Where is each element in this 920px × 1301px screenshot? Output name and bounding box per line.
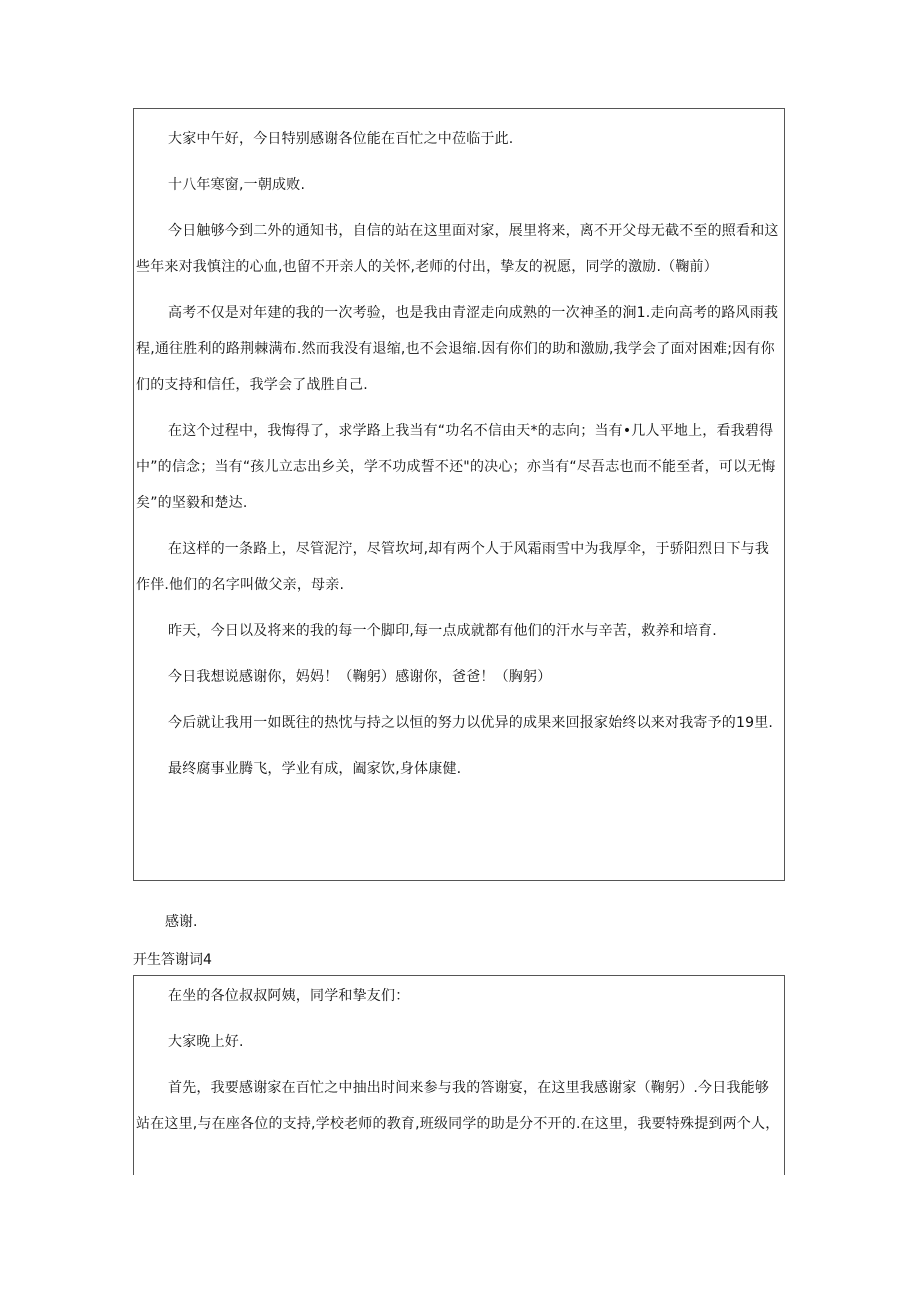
- paragraph: 今后就让我用一如既往的热忱与持之以恒的努力以优异的成果来回报家始终以来对我寄予的19里.: [168, 715, 774, 731]
- paragraph: 昨天，今日以及将来的我的每一个脚印,每一点成就都有他们的汗水与辛苦，救养和培育.: [168, 623, 717, 639]
- thanks-line: 感谢.: [165, 914, 198, 930]
- paragraph: 在这样的一条路上，尽管泥泞，尽管坎坷,却有两个人于风霜雨雪中为我厚伞，于骄阳烈日下与我作伴.他们的名字叫做父亲，母亲.: [136, 541, 770, 593]
- paragraph: 最终腐事业腾飞，学业有成，阖家饮,身体康健.: [168, 761, 462, 777]
- paragraph: 在坐的各位叔叔阿姨，同学和挚友们：: [168, 988, 410, 1004]
- speech-body-1: [134, 109, 784, 787]
- paragraph: 高考不仅是对年建的我的一次考验，也是我由青涩走向成熟的一次神圣的涧1.走向高考的路风雨莪程,通往胜利的路荆棘满布.然而我没有退缩,也不会退缩.因有你们的助和激励,我学会了面对困难;因有你们的支持和信任，我学会了战胜自己.: [136, 305, 779, 393]
- paragraph: 大家中午好，今日特别感谢各位能在百忙之中莅临于此.: [168, 131, 514, 147]
- section-heading: 开生答谢词4: [133, 952, 212, 968]
- paragraph: 在这个过程中，我悔得了，求学路上我当有“功名不信由天*的志向；当有•几人平地上，看我碧得中”的信念；当有“孩儿立志出乡关，学不功成誓不还"的决心；亦当有“尽吾志也而不能至者，可以无悔矣”的坚毅和楚达.: [136, 423, 776, 511]
- paragraph: 今日我想说感谢你，妈妈！（鞠躬）感谢你，爸爸！（胸躬）: [168, 669, 552, 685]
- paragraph: 十八年寒窗,一朝成败.: [168, 177, 306, 193]
- speech-body-2: [134, 976, 784, 1142]
- paragraph: 首先，我要感谢家在百忙之中抽出时间来参与我的答谢宴，在这里我感谢家（鞠躬）.今日我能够站在这里,与在座各位的支持,学校老师的教育,班级同学的助是分不开的.在这里，我要特殊提到两个人，: [136, 1080, 780, 1132]
- paragraph: 今日触够今到二外的通知书，自信的站在这里面对家，展里将来，离不开父母无截不至的照看和这些年来对我慎注的心血,也留不开亲人的关怀,老师的付出，挚友的祝愿，同学的激励.（鞠前）: [136, 223, 779, 275]
- speech-box-1: [133, 108, 785, 881]
- paragraph: 大家晚上好.: [168, 1034, 244, 1050]
- speech-box-2: [133, 975, 785, 1175]
